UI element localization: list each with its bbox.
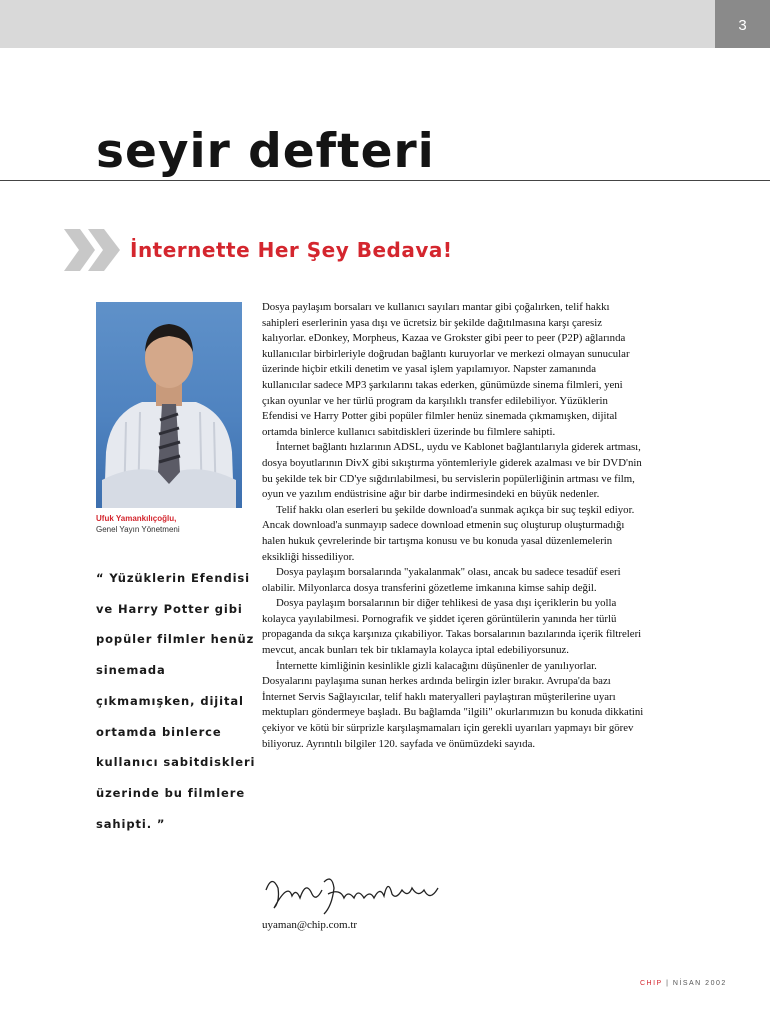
double-chevron-icon — [64, 229, 122, 271]
footer-date: NİSAN 2002 — [672, 980, 727, 987]
page-footer — [640, 980, 727, 987]
article-paragraph: İnternet bağlantı hızlarının ADSL, uydu ve Kablonet bağlantılarıyla giderek artması, dosya boyutlarının DivX gibi sıkıştırma yöntemleriyle giderek azalması ve bir DVD'nin bu şekilde tek bir CD'ye sığdırılabilmesi, bu servislerin popülerliğinin artması ve film, oyun ve yazılım endüstrisine ağır bir darbe indirmesindeki en büyük nedenler. — [262, 441, 642, 501]
article-paragraph: İnternette kimliğinin kesinlikle gizli kalacağını düşünenler de yanılıyorlar. Dosyalarını paylaşıma sunan herkes ardında belirgin izler bırakır. Avrupa'da bazı İnternet Servis Sağlayıcılar, telif haklı materyalleri paylaştıran müşterilerine uyarı mektupları göndermeye başladı. Bu bağlamda "ilgili" okurlarımızın bu konuda dikkatini çekiyor ve kötü bir sürprizle karşılaşmamaları için gerekli uyarıları yapmayı bir görev biliyoruz. Ayrıntılı bilgiler 120. sayfada ve önümüzdeki sayıda. — [262, 659, 644, 750]
author-name: Ufuk Yamankılıçoğlu, — [96, 514, 177, 523]
article-paragraph: Dosya paylaşım borsalarında "yakalanmak" olası, ancak bu sadece tesadüf eseri olabilir. Milyonlarca dosya transferini gözetleme imkanına kimse sahip değil. — [262, 566, 621, 594]
article-body — [262, 300, 646, 752]
footer-brand: CHIP — [640, 980, 663, 987]
title-divider — [0, 180, 770, 181]
handwritten-signature — [262, 868, 442, 918]
article-headline: İnternette Her Şey Bedava! — [130, 238, 453, 262]
photo-caption — [96, 513, 256, 535]
footer-separator: | — [666, 980, 670, 987]
article-paragraph: Dosya paylaşım borsalarının bir diğer tehlikesi de yasa dışı içeriklerin bu yolla kolayca yayılabilmesi. Pornografik ve şiddet içeren görüntülerin yanında her türlü propaganda da sıkça karşınıza çıkabiliyor. Takas borsalarının bazılarında içerik filtreleri mevcut, ancak bunları tek bir tıklamayla kolayca iptal edebiliyorsunuz. — [262, 597, 642, 657]
author-role: Genel Yayın Yönetmeni — [96, 525, 180, 534]
section-title: seyir defteri — [96, 124, 435, 179]
header-bar — [0, 0, 715, 48]
pull-quote: “ Yüzüklerin Efendisi ve Harry Potter gibi popüler filmler henüz sinemada çıkmamışken, dijital ortamda binlerce kullanıcı sabitdiskleri üzerinde bu filmlere sahipti. ” — [96, 571, 256, 831]
article-paragraph: Telif hakkı olan eserleri bu şekilde download'a sunmak açıkça bir suç teşkil ediyor. Ancak download'a sunmayıp sadece download etmenin suç oluşturup oluşturmadığı halen hukuk çevrelerinde bir tartışma konusu ve bu konuda yasal düzenlemelerin eksikliği hissediliyor. — [262, 503, 635, 563]
article-paragraph: Dosya paylaşım borsaları ve kullanıcı sayıları mantar gibi çoğalırken, telif hakkı sahipleri eserlerinin yasa dışı ve ücretsiz bir şekilde dağıtılmasına karşı çaresiz kalıyorlar. eDonkey, Morpheus, Kazaa ve Grokster gibi peer to peer (P2P) ağlarında kullanıcılar birbirleriyle doğrudan bağlantı kuruyorlar ve merkezi olmayan sunucular üzerinde hiçbir etkili denetim ve yasal işlem yapılamıyor. Napster zamanında kullanıcılar sadece MP3 şarkılarını takas ederken, günümüzde sinema filmleri, yeni çıkan oyunlar ve her türlü program da karşılıklı transfer edilebiliyor. Yüzüklerin Efendisi ve Harry Potter gibi popüler filmler henüz sinemada çıkmamışken, dijital ortamda binlerce kullanıcı sabitdiskleri üzerinde bu filmlere sahipti. — [262, 301, 630, 438]
author-email[interactable]: uyaman@chip.com.tr — [262, 919, 358, 931]
page-number: 3 — [715, 0, 770, 48]
author-photo — [96, 302, 242, 508]
